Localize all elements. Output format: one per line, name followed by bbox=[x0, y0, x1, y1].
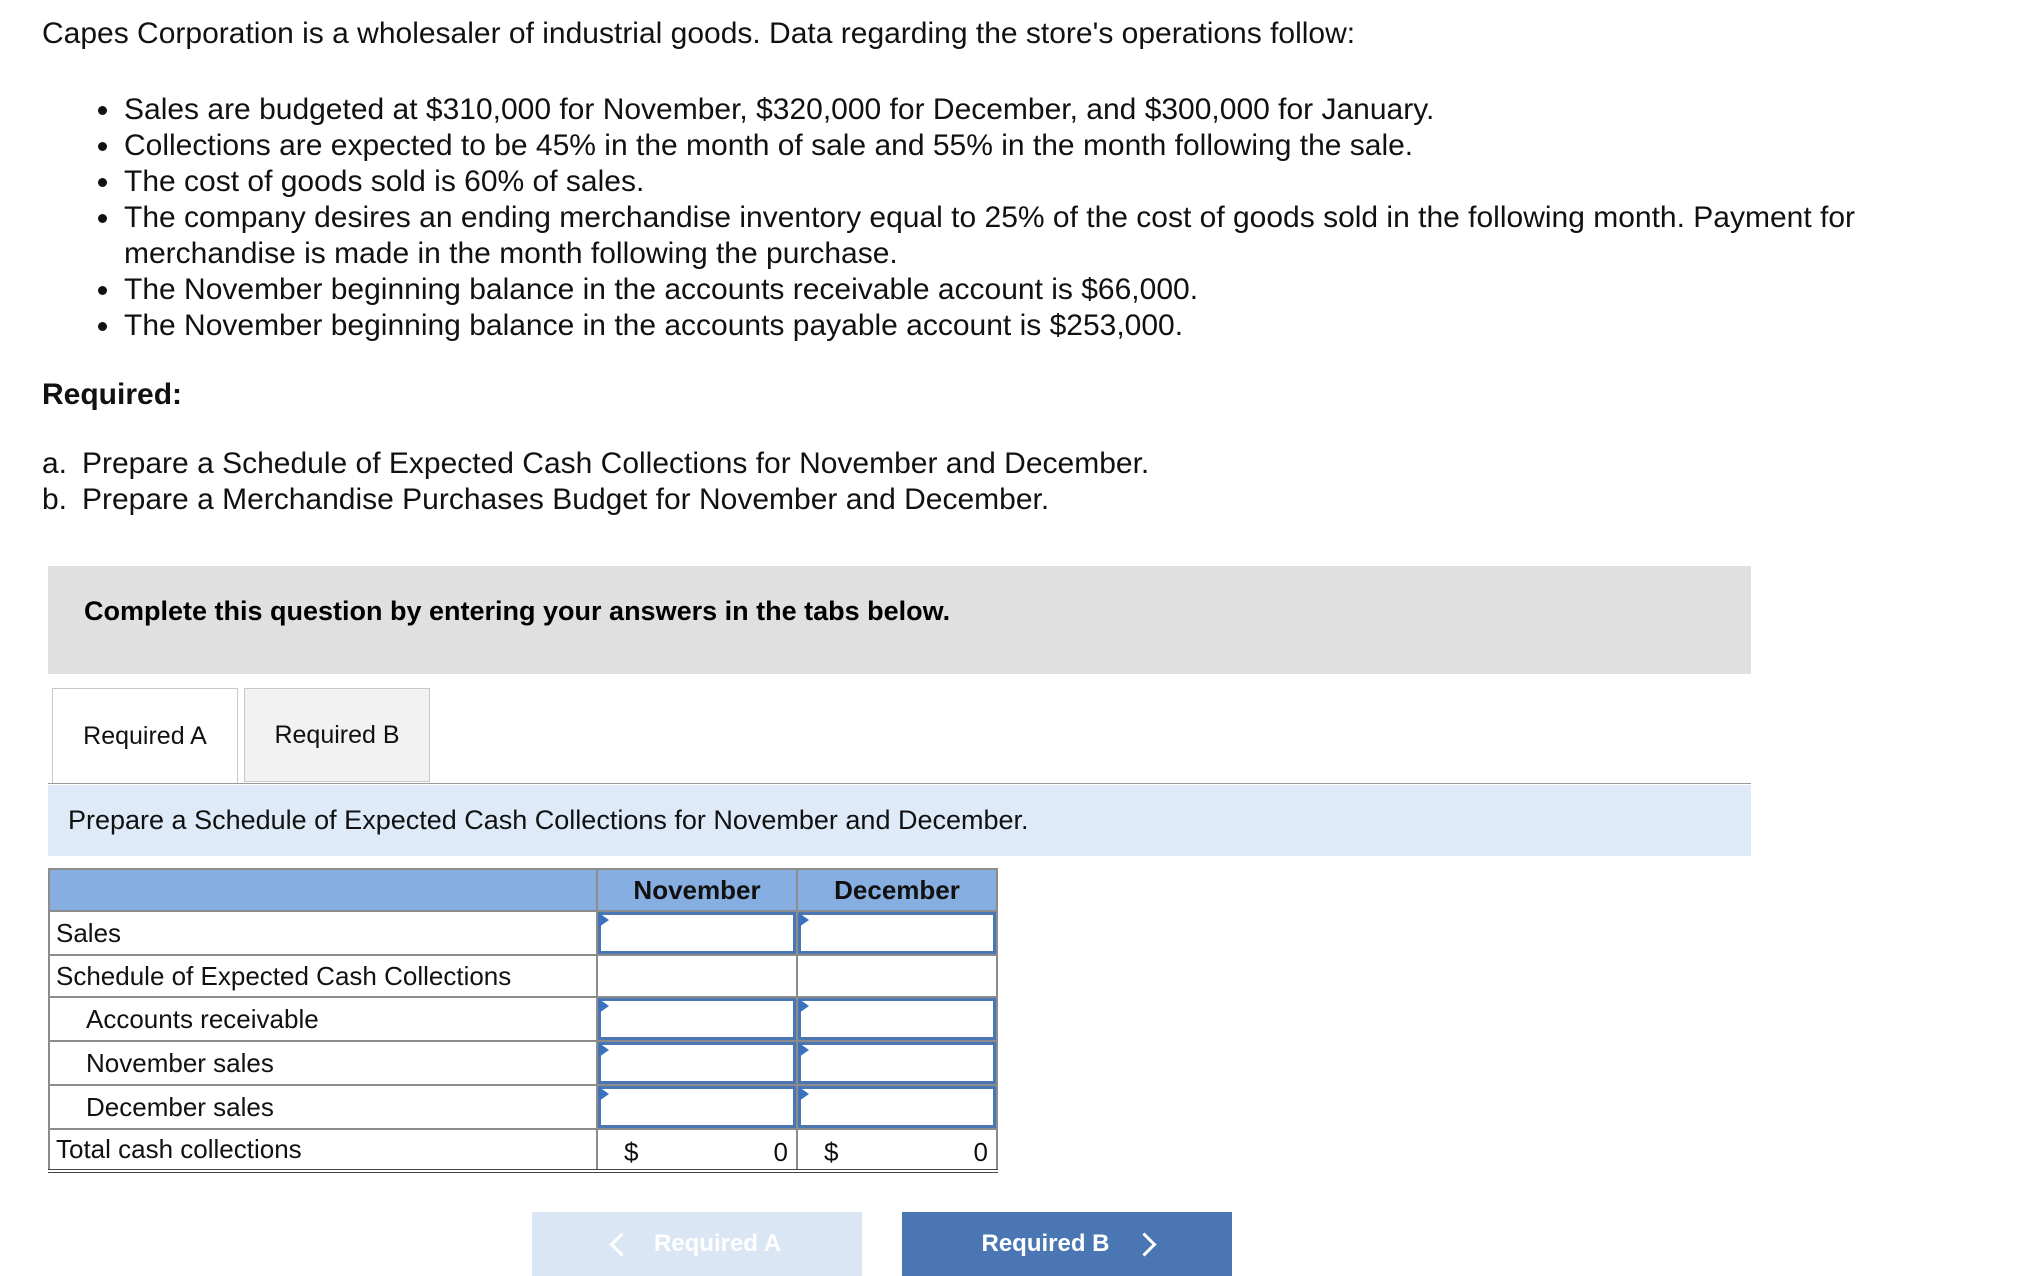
dec-sales-november-input[interactable] bbox=[598, 1086, 796, 1128]
sales-december-cell bbox=[797, 911, 997, 955]
table-row-november-sales bbox=[49, 1041, 997, 1085]
header-november: November bbox=[597, 869, 797, 911]
bullet-item: • The November beginning balance in the accounts receivable account is $66,000. bbox=[122, 272, 2022, 308]
bullet-item: • The November beginning balance in the accounts payable account is $253,000. bbox=[122, 308, 2022, 344]
required-item-text: Prepare a Merchandise Purchases Budget for November and December. bbox=[82, 483, 1050, 516]
chevron-left-icon bbox=[609, 1232, 633, 1256]
input-flag-icon bbox=[799, 913, 809, 927]
input-flag-icon bbox=[599, 1087, 609, 1101]
row-label: Accounts receivable bbox=[49, 997, 597, 1041]
input-flag-icon bbox=[599, 1043, 609, 1057]
table-row-accounts-receivable bbox=[49, 997, 997, 1041]
dec-sales-december-cell bbox=[797, 1085, 997, 1129]
required-item-letter: a. bbox=[42, 447, 68, 480]
input-flag-icon bbox=[599, 913, 609, 927]
total-november-cell bbox=[597, 1129, 797, 1171]
table-row-sales bbox=[49, 911, 997, 955]
row-label: Sales bbox=[49, 911, 597, 955]
ar-november-cell bbox=[597, 997, 797, 1041]
prompt-banner bbox=[48, 785, 1751, 856]
total-december-value: 0 bbox=[973, 1137, 988, 1167]
cash-collections-table bbox=[48, 868, 998, 1173]
next-button-label: Required B bbox=[981, 1230, 1110, 1257]
currency-symbol: $ bbox=[824, 1137, 839, 1167]
nov-sales-november-cell bbox=[597, 1041, 797, 1085]
instruction-banner bbox=[48, 566, 1751, 674]
row-label: November sales bbox=[49, 1041, 597, 1085]
chevron-right-icon bbox=[1132, 1232, 1156, 1256]
table-header-row bbox=[49, 869, 997, 911]
empty-cell bbox=[597, 955, 797, 997]
input-flag-icon bbox=[599, 999, 609, 1013]
prev-button-label: Required A bbox=[653, 1230, 782, 1257]
bullet-item: • Collections are expected to be 45% in the month of sale and 55% in the month following the sale. bbox=[122, 128, 2022, 164]
header-blank bbox=[49, 869, 597, 911]
total-december-cell bbox=[797, 1129, 997, 1171]
bullet-item: • The company desires an ending merchandise inventory equal to 25% of the cost of goods sold in the following month. Payment for merchandise is made in the month following the purchase. bbox=[122, 200, 2022, 272]
tab-divider bbox=[48, 783, 1751, 784]
nov-sales-november-input[interactable] bbox=[598, 1042, 796, 1084]
table-row-december-sales bbox=[49, 1085, 997, 1129]
dec-sales-december-input[interactable] bbox=[798, 1086, 996, 1128]
input-flag-icon bbox=[799, 999, 809, 1013]
bullet-item: • Sales are budgeted at $310,000 for November, $320,000 for December, and $300,000 for January. bbox=[122, 92, 2022, 128]
table-row-schedule-heading bbox=[49, 955, 997, 997]
intro-text: Capes Corporation is a wholesaler of industrial goods. Data regarding the store's operations follow: bbox=[42, 17, 1356, 50]
header-december: December bbox=[797, 869, 997, 911]
next-required-button[interactable] bbox=[902, 1212, 1232, 1276]
ar-december-input[interactable] bbox=[798, 998, 996, 1040]
sales-november-input[interactable] bbox=[598, 912, 796, 954]
prompt-text: Prepare a Schedule of Expected Cash Collections for November and December. bbox=[68, 805, 1029, 835]
tab-required-a[interactable]: Required A bbox=[52, 688, 238, 784]
ar-november-input[interactable] bbox=[598, 998, 796, 1040]
tab-required-b[interactable]: Required B bbox=[244, 688, 430, 782]
required-item-text: Prepare a Schedule of Expected Cash Collections for November and December. bbox=[82, 447, 1150, 480]
prev-required-button[interactable] bbox=[532, 1212, 862, 1276]
total-november-value: 0 bbox=[773, 1137, 788, 1167]
sales-november-cell bbox=[597, 911, 797, 955]
row-label: Total cash collections bbox=[49, 1129, 597, 1171]
required-item-letter: b. bbox=[42, 483, 68, 516]
empty-cell bbox=[797, 955, 997, 997]
bullet-item: • The cost of goods sold is 60% of sales. bbox=[122, 164, 2022, 200]
data-bullet-list bbox=[42, 92, 2022, 344]
ar-december-cell bbox=[797, 997, 997, 1041]
instruction-text: Complete this question by entering your answers in the tabs below. bbox=[84, 596, 951, 626]
row-label: Schedule of Expected Cash Collections bbox=[49, 955, 597, 997]
input-flag-icon bbox=[799, 1087, 809, 1101]
table-row-total bbox=[49, 1129, 997, 1171]
row-label: December sales bbox=[49, 1085, 597, 1129]
currency-symbol: $ bbox=[624, 1137, 639, 1167]
nov-sales-december-cell bbox=[797, 1041, 997, 1085]
required-heading: Required: bbox=[42, 378, 183, 411]
required-item-b bbox=[42, 482, 1149, 518]
dec-sales-november-cell bbox=[597, 1085, 797, 1129]
required-item-a bbox=[42, 446, 1149, 482]
nov-sales-december-input[interactable] bbox=[798, 1042, 996, 1084]
sales-december-input[interactable] bbox=[798, 912, 996, 954]
required-list bbox=[42, 446, 1149, 518]
input-flag-icon bbox=[799, 1043, 809, 1057]
